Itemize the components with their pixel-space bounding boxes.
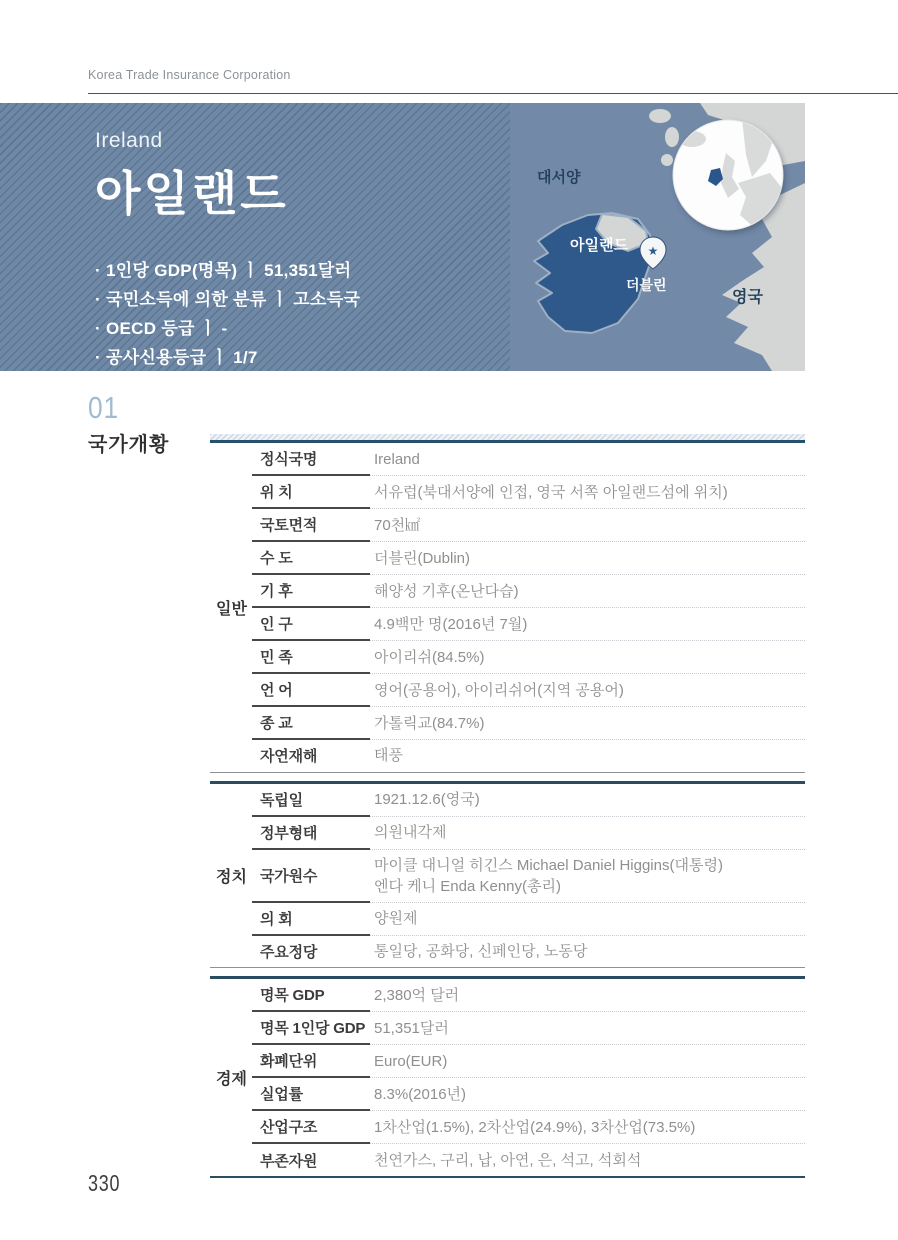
row-value: 8.3%(2016년): [370, 1078, 805, 1111]
row-label: 국토면적: [252, 509, 370, 542]
row-value: 51,351달러: [370, 1012, 805, 1045]
table-row: [252, 1012, 805, 1045]
table-row: [252, 1045, 805, 1078]
row-value: 아이리쉬(84.5%): [370, 641, 805, 674]
row-label: 위 치: [252, 476, 370, 509]
table-row: [252, 817, 805, 850]
row-value: 2,380억 달러: [370, 979, 805, 1012]
table-row: [252, 784, 805, 817]
table-group: [210, 443, 805, 773]
table-row: [252, 641, 805, 674]
location-map: [510, 103, 805, 371]
country-name-ko: 아일랜드: [95, 167, 289, 220]
group-rows: [252, 979, 805, 1176]
country-banner: [0, 103, 805, 371]
row-value-line: 마이클 대니얼 히긴스 Michael Daniel Higgins(대통령): [374, 856, 723, 874]
row-value: 더블린(Dublin): [370, 542, 805, 575]
row-value: 해양성 기후(온난다습): [370, 575, 805, 608]
row-value: 서유럽(북대서양에 인접, 영국 서쪽 아일랜드섬에 위치): [370, 476, 805, 509]
table-row: [252, 674, 805, 707]
row-value: 양원제: [370, 903, 805, 936]
row-value: 영어(공용어), 아이리쉬어(지역 공용어): [370, 674, 805, 707]
row-label: 화폐단위: [252, 1045, 370, 1078]
row-value: 천연가스, 구리, 납, 아연, 은, 석고, 석회석: [374, 1151, 642, 1169]
country-map-label: 아일랜드: [570, 237, 628, 254]
banner-text-area: [0, 103, 510, 371]
row-label: 언 어: [252, 674, 370, 707]
row-value: 70천㎢: [370, 509, 805, 542]
group-label: 정치: [216, 869, 247, 887]
group-rows: [252, 443, 805, 772]
neighbor-label: 영국: [732, 289, 763, 306]
table-row: [252, 575, 805, 608]
row-label: 명목 GDP: [252, 979, 370, 1012]
table-row: [252, 740, 805, 772]
row-value: [370, 850, 805, 903]
row-label: 명목 1인당 GDP: [252, 1012, 370, 1045]
table-row: [252, 1078, 805, 1111]
table-row: [252, 850, 805, 903]
row-label: 산업구조: [252, 1111, 370, 1144]
table-row: [252, 1111, 805, 1144]
header-divider: [88, 93, 898, 94]
publisher-name: Korea Trade Insurance Corporation: [88, 68, 291, 82]
table-top-stripe-bar: [210, 434, 805, 443]
row-label: 정부형태: [252, 817, 370, 850]
row-value: 4.9백만 명(2016년 7월): [370, 608, 805, 641]
row-label: 주요정당: [260, 944, 318, 962]
row-value: 1차산업(1.5%), 2차산업(24.9%), 3차산업(73.5%): [370, 1111, 805, 1144]
islands-icon: [665, 127, 679, 147]
country-overview-table: [210, 434, 805, 1178]
row-value: 통일당, 공화당, 신페인당, 노동당: [374, 943, 588, 961]
table-row: [252, 707, 805, 740]
row-label: 종 교: [252, 707, 370, 740]
country-key-stats: [95, 256, 510, 372]
row-label: 실업률: [252, 1078, 370, 1111]
table-groups: [210, 443, 805, 1178]
row-label: 민 족: [252, 641, 370, 674]
table-row: [252, 979, 805, 1012]
pin-star-icon: ★: [647, 244, 659, 258]
row-label: 국가원수: [252, 850, 370, 903]
group-label: 경제: [216, 1071, 247, 1089]
table-row: [252, 542, 805, 575]
row-value: Ireland: [370, 443, 805, 476]
map-svg: [510, 103, 805, 371]
section-title: 국가개황: [88, 434, 170, 456]
row-value: 태풍: [374, 747, 403, 765]
row-value: 가톨릭교(84.7%): [370, 707, 805, 740]
table-row: [252, 476, 805, 509]
row-label: 기 후: [252, 575, 370, 608]
islands-icon: [649, 109, 671, 123]
group-label: 일반: [216, 600, 247, 618]
row-value: 1921.12.6(영국): [370, 784, 805, 817]
row-label: 자연재해: [260, 748, 318, 766]
capital-label: 더블린: [626, 277, 667, 293]
row-value: 의원내각제: [370, 817, 805, 850]
table-row: [252, 903, 805, 936]
table-row: [252, 936, 805, 968]
key-stat-item: · 공사신용등급 ㅣ 1/7: [95, 348, 258, 367]
key-stat-item: · 1인당 GDP(명목) ㅣ 51,351달러: [95, 261, 352, 280]
section-number: 01: [88, 390, 120, 425]
country-name-en: Ireland: [95, 129, 163, 152]
table-group: [210, 781, 805, 969]
row-label: 정식국명: [252, 443, 370, 476]
row-label: 의 회: [252, 903, 370, 936]
table-group: [210, 976, 805, 1178]
row-label: 독립일: [252, 784, 370, 817]
page-number: 330: [88, 1170, 121, 1196]
islands-icon: [661, 154, 673, 166]
row-value-line: 엔다 케니 Enda Kenny(총리): [374, 877, 561, 895]
row-label: 부존자원: [260, 1152, 318, 1170]
row-label: 수 도: [252, 542, 370, 575]
ocean-label: 대서양: [537, 169, 581, 186]
key-stat-item: · OECD 등급 ㅣ -: [95, 319, 228, 338]
table-row: [252, 608, 805, 641]
row-value: Euro(EUR): [370, 1045, 805, 1078]
row-label: 인 구: [252, 608, 370, 641]
table-row: [252, 509, 805, 542]
table-row: [252, 1144, 805, 1176]
group-rows: [252, 784, 805, 968]
key-stat-item: · 국민소득에 의한 분류 ㅣ 고소득국: [95, 290, 361, 309]
table-row: [252, 443, 805, 476]
